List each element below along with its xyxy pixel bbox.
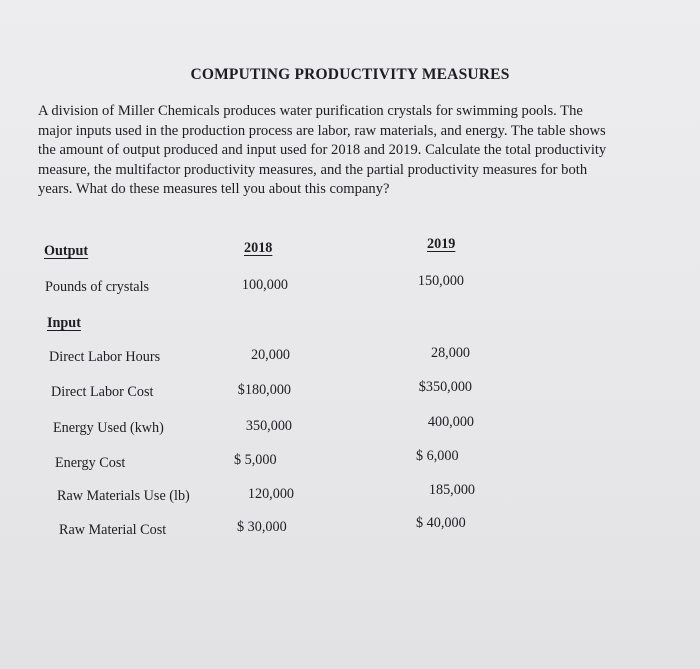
row-label: Energy Used (kwh) xyxy=(53,420,164,436)
value-2019: $350,000 xyxy=(418,379,472,395)
problem-paragraph xyxy=(38,102,658,200)
page-title: COMPUTING PRODUCTIVITY MEASURES xyxy=(190,66,510,83)
row-label: Raw Material Cost xyxy=(59,522,167,538)
value-2019: $ 6,000 xyxy=(416,448,459,464)
row-label: Pounds of crystals xyxy=(45,279,150,295)
paragraph-line: measure, the multifactor productivity measures, and the partial productivity measures for both xyxy=(38,161,588,178)
value-2019: 150,000 xyxy=(417,273,464,289)
input-header: Input xyxy=(47,315,81,331)
paragraph-line: A division of Miller Chemicals produces water purification crystals for swimming pools. The xyxy=(38,103,583,119)
value-2018: 100,000 xyxy=(241,277,288,293)
year-2018-header: 2018 xyxy=(244,240,273,256)
output-header: Output xyxy=(44,243,89,259)
row-label: Direct Labor Hours xyxy=(49,349,161,365)
value-2019: 185,000 xyxy=(428,482,475,498)
value-2019: 28,000 xyxy=(430,345,470,361)
value-2018: 350,000 xyxy=(245,418,292,434)
paragraph-line: years. What do these measures tell you about this company? xyxy=(38,181,390,197)
value-2018: $180,000 xyxy=(237,382,291,398)
value-2019: 400,000 xyxy=(427,414,474,430)
year-2019-header: 2019 xyxy=(427,236,456,252)
paragraph-line: major inputs used in the production process are labor, raw materials, and energy. The table shows xyxy=(38,122,606,139)
row-label: Energy Cost xyxy=(55,455,126,471)
value-2018: 20,000 xyxy=(250,347,290,363)
row-label: Direct Labor Cost xyxy=(51,384,154,400)
value-2018: $ 5,000 xyxy=(234,452,277,468)
paragraph-line: the amount of output produced and input used for 2018 and 2019. Calculate the total productivity xyxy=(38,142,607,158)
value-2019: $ 40,000 xyxy=(416,515,466,531)
value-2018: 120,000 xyxy=(247,486,294,502)
value-2018: $ 30,000 xyxy=(237,519,287,535)
row-label: Raw Materials Use (lb) xyxy=(57,488,190,504)
